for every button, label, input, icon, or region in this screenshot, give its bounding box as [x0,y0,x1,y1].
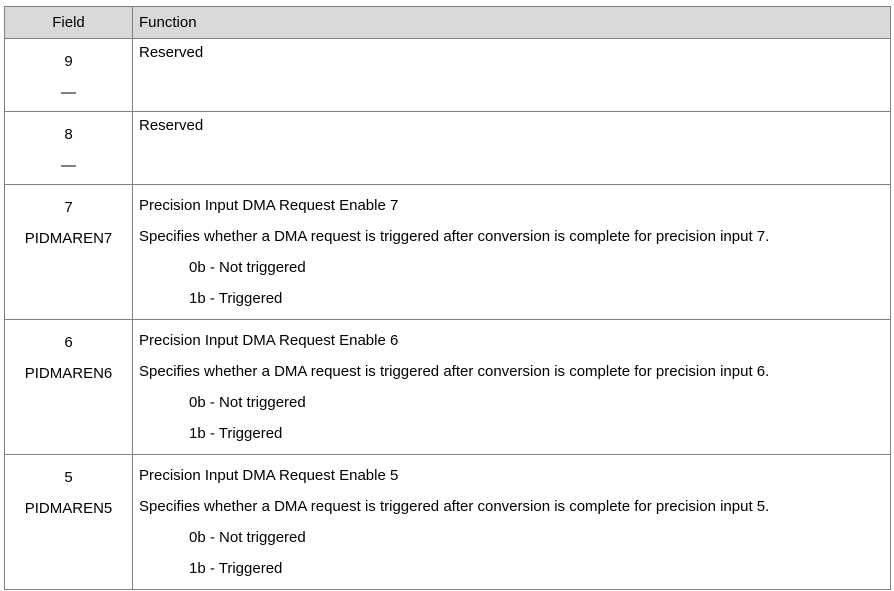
function-title: Reserved [139,117,204,134]
table-row [5,39,891,112]
field-cell [5,455,133,590]
function-title: Precision Input DMA Request Enable 7 [139,197,399,214]
field-name: — [61,157,76,174]
function-description: Specifies whether a DMA request is triggered after conversion is complete for precision input 7. [139,228,770,245]
function-cell [133,185,891,320]
option-triggered: 1b - Triggered [189,290,283,307]
function-cell [133,455,891,590]
option-triggered: 1b - Triggered [189,560,283,577]
option-not-triggered: 0b - Not triggered [189,259,306,276]
field-name: PIDMAREN6 [24,365,113,382]
option-triggered: 1b - Triggered [189,425,283,442]
bit-number: 9 [64,53,73,70]
field-name: — [61,84,76,101]
field-cell [5,185,133,320]
table-row [5,455,891,590]
bit-number: 5 [64,469,73,486]
register-field-table [4,6,891,590]
table-row [5,185,891,320]
function-description: Specifies whether a DMA request is triggered after conversion is complete for precision input 6. [139,363,770,380]
bit-number: 6 [64,334,73,351]
option-not-triggered: 0b - Not triggered [189,529,306,546]
bit-number: 7 [64,199,73,216]
function-title: Reserved [139,44,204,61]
table-header-row [5,7,891,39]
field-name: PIDMAREN5 [24,500,113,517]
field-column-header: Field [5,7,133,39]
function-cell [133,112,891,185]
function-cell [133,320,891,455]
option-not-triggered: 0b - Not triggered [189,394,306,411]
bit-number: 8 [64,126,73,143]
table-row [5,320,891,455]
field-cell [5,39,133,112]
field-cell [5,112,133,185]
function-title: Precision Input DMA Request Enable 6 [139,332,399,349]
function-title: Precision Input DMA Request Enable 5 [139,467,399,484]
function-cell [133,39,891,112]
field-cell [5,320,133,455]
function-description: Specifies whether a DMA request is triggered after conversion is complete for precision input 5. [139,498,770,515]
table-row [5,112,891,185]
function-column-header: Function [133,7,891,39]
field-name: PIDMAREN7 [24,230,113,247]
